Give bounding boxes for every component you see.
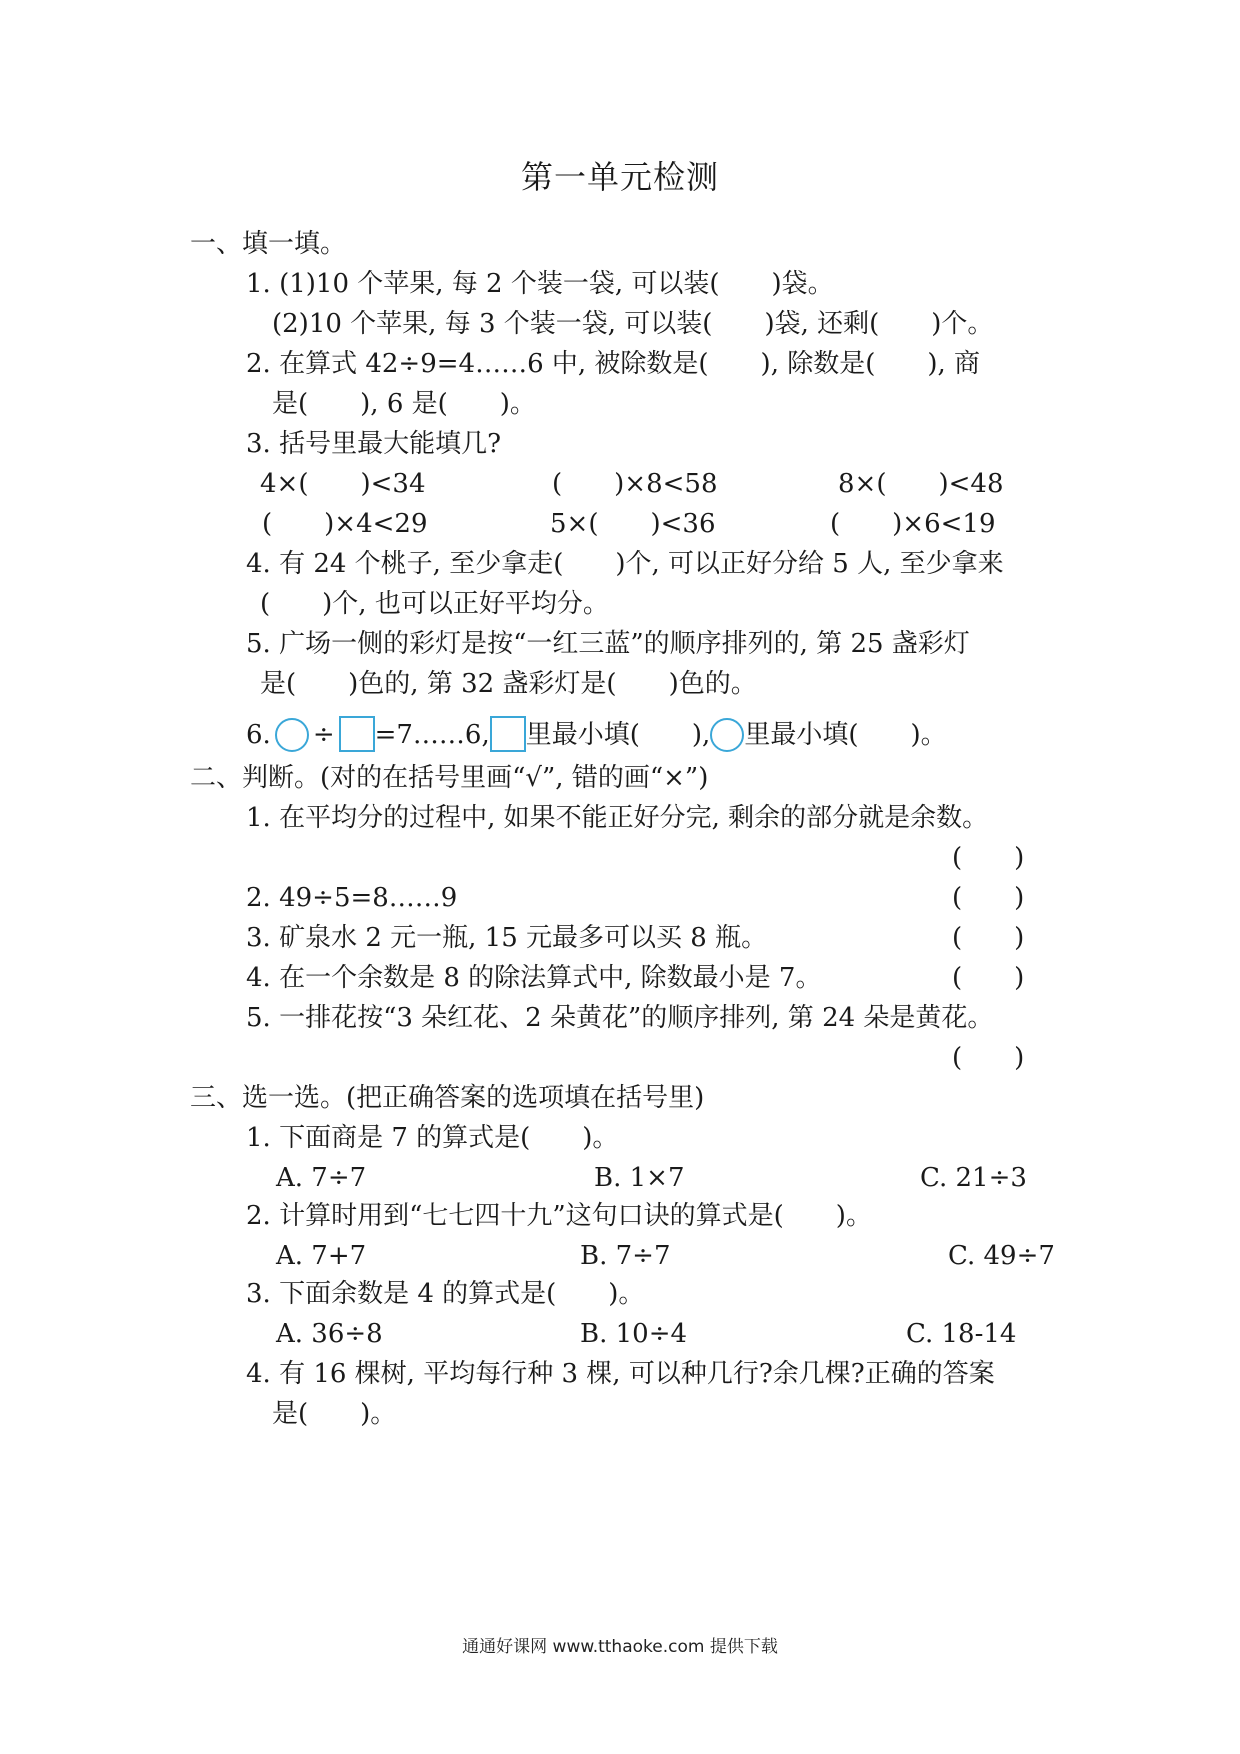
- s1-q1-part2: (2)10 个苹果, 每 3 个装一袋, 可以装( )袋, 还剩( )个。: [272, 309, 994, 339]
- s1-q6-divide: ÷: [312, 720, 335, 750]
- square-shape-icon: [339, 716, 375, 752]
- s2-q3: 3. 矿泉水 2 元一瓶, 15 元最多可以买 8 瓶。: [246, 923, 768, 953]
- s2-q1-answer-paren: ( ): [952, 843, 1025, 873]
- section-3-heading: 三、选一选。(把正确答案的选项填在括号里): [190, 1083, 705, 1113]
- s1-q5-line2: 是( )色的, 第 32 盏彩灯是( )色的。: [260, 669, 757, 699]
- s1-q5-line1: 5. 广场一侧的彩灯是按“一红三蓝”的顺序排列的, 第 25 盏彩灯: [246, 629, 970, 659]
- s2-q5: 5. 一排花按“3 朵红花、2 朵黄花”的顺序排列, 第 24 朵是黄花。: [246, 1003, 994, 1033]
- s2-q4-answer-paren: ( ): [952, 963, 1025, 993]
- s1-q3-item-4: ( )×4<29: [262, 509, 428, 539]
- s3-q2-option-b: B. 7÷7: [580, 1241, 671, 1271]
- circle-shape-icon: [275, 718, 309, 752]
- s3-q4-line2: 是( )。: [272, 1399, 397, 1429]
- footer-source-text: 通通好课网 www.tthaoke.com 提供下载: [462, 1637, 778, 1657]
- s1-q3-item-3: 8×( )<48: [838, 469, 1004, 499]
- s3-q3: 3. 下面余数是 4 的算式是( )。: [246, 1279, 645, 1309]
- s3-q1-option-c: C. 21÷3: [920, 1163, 1027, 1193]
- s3-q3-option-a: A. 36÷8: [276, 1319, 383, 1349]
- s1-q3-item-2: ( )×8<58: [552, 469, 718, 499]
- s3-q1: 1. 下面商是 7 的算式是( )。: [246, 1123, 619, 1153]
- s2-q3-answer-paren: ( ): [952, 923, 1025, 953]
- s1-q2-line2: 是( ), 6 是( )。: [272, 389, 536, 419]
- s1-q4-line2: ( )个, 也可以正好平均分。: [260, 589, 609, 619]
- square-shape-icon: [490, 716, 526, 752]
- s2-q1: 1. 在平均分的过程中, 如果不能正好分完, 剩余的部分就是余数。: [246, 803, 989, 833]
- s3-q1-option-b: B. 1×7: [594, 1163, 685, 1193]
- s1-q2-line1: 2. 在算式 42÷9=4……6 中, 被除数是( ), 除数是( ), 商: [246, 349, 981, 379]
- s1-q1-part1: 1. (1)10 个苹果, 每 2 个装一袋, 可以装( )袋。: [246, 269, 834, 299]
- s1-q3-prompt: 3. 括号里最大能填几?: [246, 429, 502, 459]
- s1-q4-line1: 4. 有 24 个桃子, 至少拿走( )个, 可以正好分给 5 人, 至少拿来: [246, 549, 1004, 579]
- s1-q6-equation: =7……6,: [374, 720, 490, 750]
- s1-q3-item-6: ( )×6<19: [830, 509, 996, 539]
- section-1-heading: 一、填一填。: [190, 229, 347, 259]
- circle-shape-icon: [710, 718, 744, 752]
- section-2-heading: 二、判断。(对的在括号里画“√”, 错的画“×”): [190, 763, 709, 793]
- s1-q3-item-5: 5×( )<36: [550, 509, 716, 539]
- s3-q2-option-c: C. 49÷7: [948, 1241, 1055, 1271]
- s2-q2: 2. 49÷5=8……9: [246, 883, 458, 913]
- s3-q1-option-a: A. 7÷7: [276, 1163, 367, 1193]
- page-title: 第一单元检测: [520, 158, 719, 196]
- s2-q5-answer-paren: ( ): [952, 1043, 1025, 1073]
- s2-q2-answer-paren: ( ): [952, 883, 1025, 913]
- s1-q6-text-2: 里最小填( )。: [744, 720, 947, 750]
- s3-q2: 2. 计算时用到“七七四十九”这句口诀的算式是( )。: [246, 1201, 872, 1231]
- s3-q3-option-c: C. 18-14: [906, 1319, 1017, 1349]
- s3-q2-option-a: A. 7+7: [276, 1241, 367, 1271]
- s3-q4-line1: 4. 有 16 棵树, 平均每行种 3 棵, 可以种几行?余几棵?正确的答案: [246, 1359, 995, 1389]
- s3-q3-option-b: B. 10÷4: [580, 1319, 688, 1349]
- s1-q6-line: [246, 716, 947, 753]
- s1-q6-number: 6.: [246, 720, 271, 750]
- s1-q6-text-1: 里最小填( ),: [525, 720, 711, 750]
- s2-q4: 4. 在一个余数是 8 的除法算式中, 除数最小是 7。: [246, 963, 822, 993]
- s1-q3-item-1: 4×( )<34: [260, 469, 426, 499]
